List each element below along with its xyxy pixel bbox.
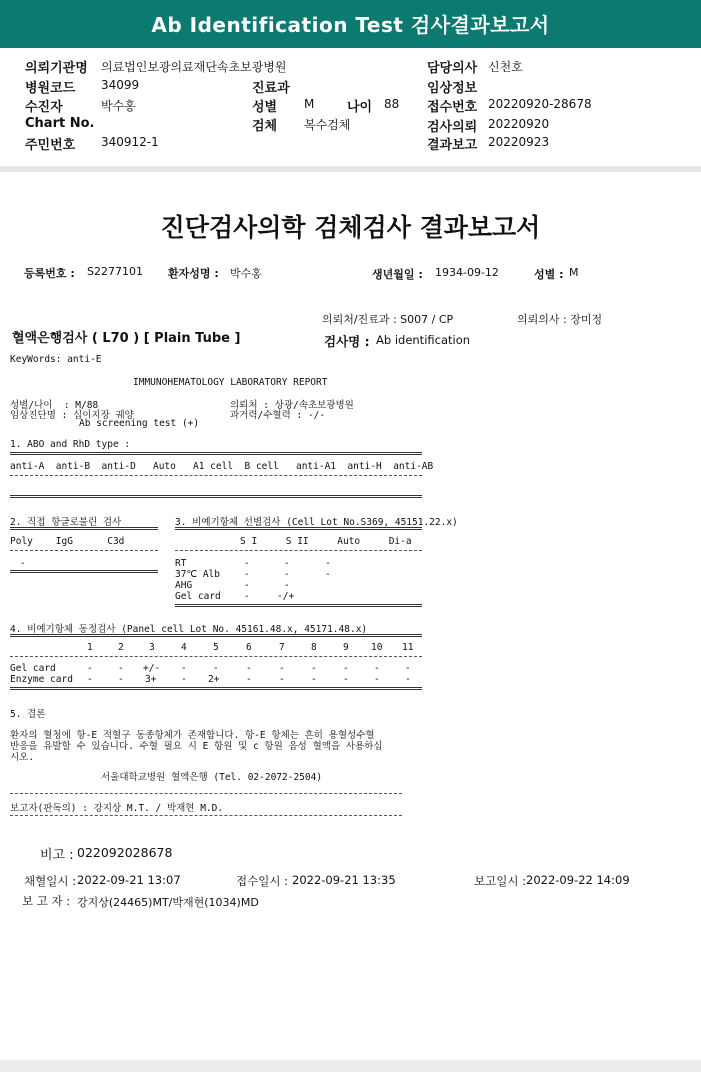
divider — [10, 815, 402, 816]
divider — [10, 452, 422, 455]
reporter-label: 보 고 자 : — [22, 894, 71, 908]
patient-value: 박수홍 — [101, 99, 136, 113]
dob-value: 1934-09-12 — [435, 266, 499, 279]
conclusion-line-2: 반응을 유발할 수 있습니다. 수혈 필요 시 E 항원 및 c 항원 음성 혈액을 사용하십 — [10, 741, 383, 752]
abo-heading: 1. ABO and RhD type : — [10, 439, 131, 450]
gel-col3: +/- — [143, 663, 161, 674]
specimen-value: 복수검체 — [304, 118, 351, 132]
divider — [10, 570, 158, 573]
divider — [10, 550, 158, 551]
screen-columns: S I S II Auto Di-a — [240, 536, 412, 547]
collect-label: 채혈일시 : — [24, 874, 76, 888]
page-footer-band — [0, 1060, 701, 1072]
panel-col: 4 — [181, 642, 187, 653]
request-value: 20220920 — [488, 117, 550, 131]
panel-col: 11 — [402, 642, 414, 653]
age-label: 나이 — [347, 100, 373, 115]
clinical-label: 임상정보 — [427, 81, 478, 96]
reporter-line: 보고자(판독의) : 강지상 M.T. / 박재현 M.D. — [10, 803, 224, 814]
institution-value: 의료법인보광의료재단속초보광병원 — [101, 60, 287, 74]
remark-label: 비고 : — [40, 848, 74, 863]
panel-col: 5 — [213, 642, 219, 653]
panel-row-gel: Gel card — [10, 663, 56, 674]
enzyme-col3: 3+ — [145, 674, 157, 685]
panel-row-enzyme: Enzyme card — [10, 674, 73, 685]
divider — [175, 550, 422, 551]
name-label: 환자성명 : — [168, 267, 219, 280]
resident-value: 340912-1 — [101, 135, 159, 149]
keywords-line: KeyWords: anti-E — [10, 354, 102, 365]
dat-columns: Poly IgG C3d — [10, 536, 125, 547]
exam-name-value: Ab identification — [376, 333, 471, 347]
receive-label: 접수일시 : — [236, 874, 288, 888]
reg-value: S2277101 — [87, 265, 143, 278]
hospital-code-label: 병원코드 — [25, 81, 76, 96]
panel-col: 8 — [311, 642, 317, 653]
bloodbank-line: 서울대학교병원 혈액은행 (Tel. 02-2072-2504) — [101, 772, 323, 783]
row-rt: RT — [175, 558, 187, 569]
panel-col: 6 — [246, 642, 252, 653]
receipt-value: 20220920-28678 — [488, 97, 592, 111]
receipt-label: 접수번호 — [427, 100, 478, 115]
divider — [10, 495, 422, 498]
institution-label: 의뢰기관명 — [25, 61, 88, 76]
name-value: 박수홍 — [230, 267, 262, 280]
panel-col: 7 — [279, 642, 285, 653]
patient-label: 수진자 — [25, 100, 63, 115]
reg-label: 등록번호 : — [24, 267, 75, 280]
divider — [10, 656, 422, 657]
row-gel: Gel card — [175, 591, 221, 602]
sex-label: 성별 — [252, 100, 278, 115]
dob-label: 생년월일 : — [372, 268, 423, 281]
report-time-value: 2022-09-22 14:09 — [526, 873, 630, 887]
report-time-label: 보고일시 : — [474, 874, 526, 888]
report-value: 20220923 — [488, 135, 550, 149]
conclusion-line-1: 환자의 혈청에 항-E 적혈구 동종항체가 존재합니다. 항-E 항체는 흔히 용혈성수혈 — [10, 730, 375, 741]
report-banner: Ab Identification Test 검사결과보고서 — [0, 0, 701, 48]
divider — [175, 527, 422, 530]
request-header — [0, 48, 701, 166]
history-line: 과거력/수혈력 : -/- — [230, 410, 326, 421]
panel-col: 10 — [371, 642, 383, 653]
age-value: 88 — [384, 97, 400, 111]
gel-si: - — [244, 591, 250, 602]
specimen-label: 검체 — [252, 119, 278, 134]
sex-label-2: 성별 : — [534, 268, 564, 281]
screening-line: Ab screening test (+) — [79, 418, 200, 429]
divider — [10, 634, 422, 637]
chart-label: Chart No. — [25, 116, 95, 131]
ref-dept: 의뢰처/진료과 : S007 / CP — [322, 313, 454, 326]
panel-heading: 4. 비예기항체 동정검사 (Panel cell Lot No. 45161.48.x, 45171.48.x) — [10, 624, 368, 635]
row-alb: 37℃ Alb — [175, 569, 220, 580]
exam-title: 혈액은행검사 ( L70 ) [ Plain Tube ] — [12, 331, 241, 346]
row-ahg: AHG — [175, 580, 193, 591]
panel-col: 1 — [87, 642, 93, 653]
panel-col: 9 — [343, 642, 349, 653]
sex-value: M — [304, 97, 315, 111]
receive-value: 2022-09-21 13:35 — [292, 873, 396, 887]
panel-col: 3 — [149, 642, 155, 653]
dat-heading: 2. 직접 항글로불린 검사 — [10, 517, 122, 528]
dat-result: - — [20, 558, 26, 569]
result-document: 진단검사의학 검체검사 결과보고서 등록번호 : S2277101 환자성명 : 박수홍 생년월일 : 1934-09-12 성별 : M 의뢰처/진료과 : S007 / CP 의뢰의사 : 장미정 혈액은행검사 ( L70 ) [ Plain Tube ] 검사명 : Ab identification KeyWords: anti-E IMMUNOHEMATOLOGY LABORATORY REPORT 성별/나이 : M/88 의뢰처 : 상광/속초보광병원 임상진단명 : 십이지장 궤양 과거력/수혈력 : -/- Ab screening test (+) 1. ABO and RhD type : anti-A anti-B anti-D Auto A1 cell B cell anti-A1 anti-H anti-AB 2. 직접 항글로불린 검사 3. 비예기항체 선별검사 (Cell Lot No.S369, 45151.22.x) Poly IgG C3d S I S II Auto Di-a - RT 37℃ Alb AHG Gel card - - - - - - - - - -/+ 4. 비예기항체 동정검사 (Panel cell Lot No. 45161.48.x, 45171.48.x) 1 2 3 4 5 6 7 8 9 10 11 Gel card Enzyme card - - +/- - - - - - - - - - - 3+ - 2+ - - - - - - 5. 결론 환자의 혈청에 항-E 적혈구 동종항체가 존재합니다. 항-E 항체는 흔히 용혈성수혈 반응을 유발할 수 있습니다. 수혈 필요 시 E 항원 및 c 항원 음성 혈액을 사용하십 시오. 서울대학교병원 혈액은행 (Tel. 02-2072-2504) 보고자(판독의) : 강지상 M.T. / 박재현 M.D. 비고 : 022092028678 채혈일시 : 2022-09-21 13:07 접수일시 : 2022-09-21 13:35 보고일시 : 2022-09-22 14:09 보 고 자 : 강지상(24465)MT/박재현(1034)MD — [0, 172, 701, 1060]
sex-age-line: 성별/나이 : M/88 — [10, 400, 99, 411]
conclusion-line-3: 시오. — [10, 752, 35, 763]
divider — [10, 687, 422, 690]
abo-columns: anti-A anti-B anti-D Auto A1 cell B cell anti-A1 anti-H anti-AB — [10, 461, 434, 472]
ref-doctor: 의뢰의사 : 장미정 — [517, 313, 603, 326]
hospital-code-value: 34099 — [101, 78, 140, 92]
gel-sii: -/+ — [277, 591, 295, 602]
dept-label: 진료과 — [252, 81, 290, 96]
exam-name-label: 검사명 : — [324, 334, 370, 349]
divider — [10, 475, 422, 476]
reporter-value: 강지상(24465)MT/박재현(1034)MD — [77, 896, 259, 909]
diagnosis-line: 임상진단명 : 십이지장 궤양 — [10, 410, 134, 421]
resident-label: 주민번호 — [25, 138, 76, 153]
screen-heading: 3. 비예기항체 선별검사 (Cell Lot No.S369, 45151.22.x) — [175, 517, 458, 528]
request-label: 검사의뢰 — [427, 120, 478, 135]
panel-col: 2 — [118, 642, 124, 653]
collect-value: 2022-09-21 13:07 — [77, 873, 181, 887]
divider — [175, 604, 422, 607]
report-label: 결과보고 — [427, 138, 478, 153]
divider — [10, 793, 402, 794]
conclusion-heading: 5. 결론 — [10, 709, 46, 720]
doctor-label: 담당의사 — [427, 61, 478, 76]
remark-value: 022092028678 — [77, 845, 173, 860]
doctor-value: 신천호 — [488, 60, 523, 74]
divider — [10, 527, 158, 530]
referrer-line: 의뢰처 : 상광/속초보광병원 — [230, 400, 354, 411]
sex-value-2: M — [569, 266, 579, 279]
document-title: 진단검사의학 검체검사 결과보고서 — [160, 213, 541, 242]
report-heading: IMMUNOHEMATOLOGY LABORATORY REPORT — [133, 377, 328, 388]
enzyme-col5: 2+ — [208, 674, 220, 685]
